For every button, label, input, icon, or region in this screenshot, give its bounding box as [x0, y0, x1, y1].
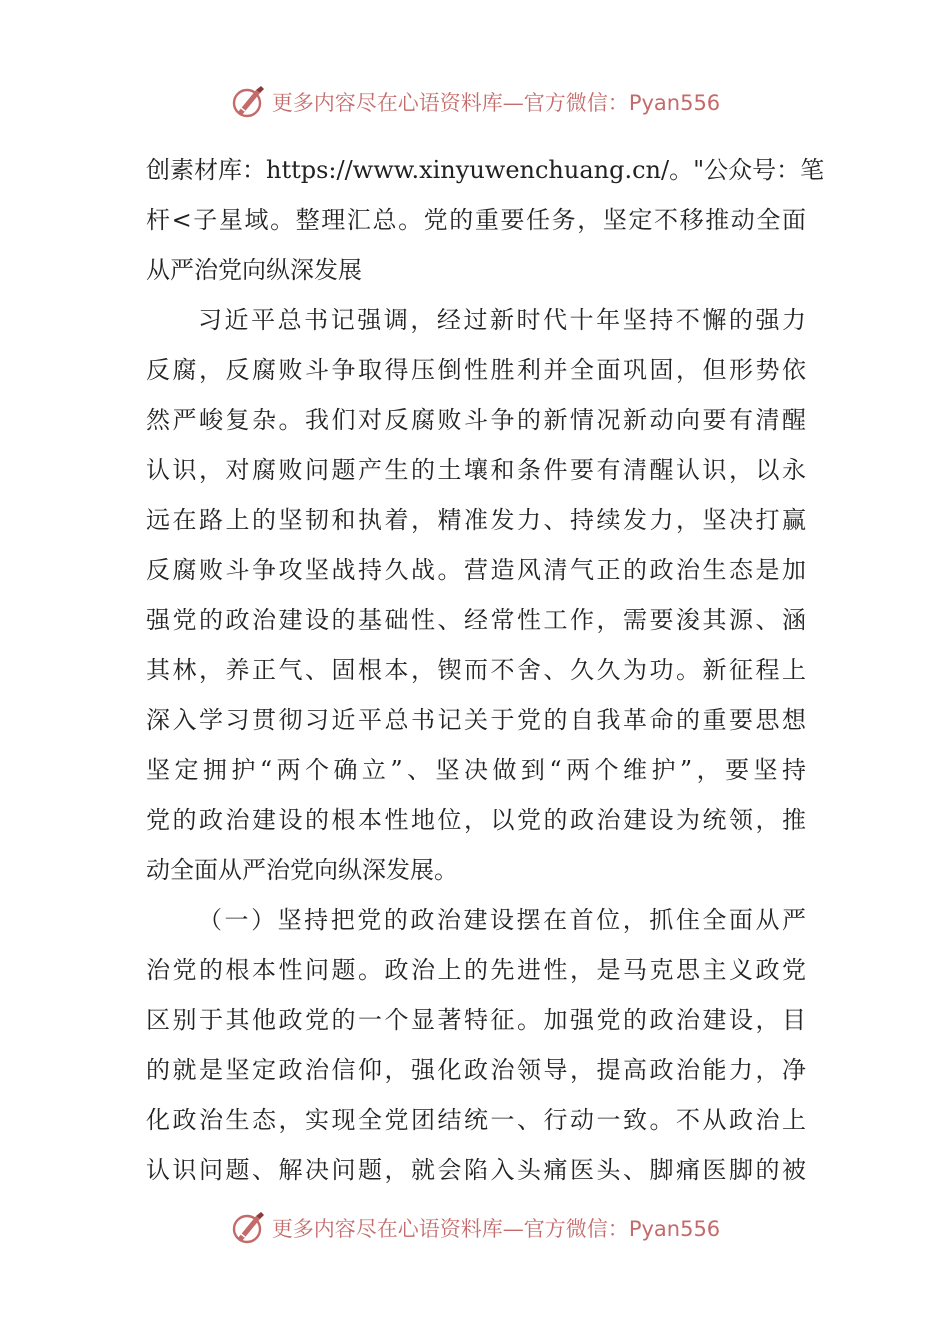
text-line-11: 其林，养正气、固根本，锲而不舍、久久为功。新征程上	[146, 656, 806, 684]
pen-seal-icon	[230, 1210, 266, 1246]
text-line-15: 动全面从严治党向纵深发展。	[146, 856, 458, 884]
text-line-1: 创素材库：https://www.xinyuwenchuang.cn/。"公众号：笔	[146, 156, 825, 184]
text-line-20: 化政治生态，实现全党团结统一、行动一致。不从政治上	[146, 1106, 806, 1134]
text-line-18: 区别于其他政党的一个显著特征。加强党的政治建设，目	[146, 1006, 806, 1034]
text-line-9: 反腐败斗争攻坚战持久战。营造风清气正的政治生态是加	[146, 556, 806, 584]
wechat-id: Pyan556	[628, 1217, 721, 1241]
wechat-id: Pyan556	[628, 91, 721, 115]
text-line-21: 认识问题、解决问题，就会陷入头痛医头、脚痛医脚的被	[146, 1156, 806, 1184]
text-line-19: 的就是坚定政治信仰，强化政治领导，提高政治能力，净	[146, 1056, 806, 1084]
document-body	[146, 145, 825, 1195]
text-line-17: 治党的根本性问题。政治上的先进性，是马克思主义政党	[146, 956, 806, 984]
text-line-14: 党的政治建设的根本性地位，以党的政治建设为统领，推	[146, 806, 806, 834]
text-line-2: 杆<子星域。整理汇总。党的重要任务，坚定不移推动全面	[146, 206, 806, 234]
banner-text: 更多内容尽在心语资料库—官方微信：Pyan556	[271, 1217, 721, 1241]
text-line-7: 认识，对腐败问题产生的土壤和条件要有清醒认识，以永	[146, 456, 806, 484]
text-line-3: 从严治党向纵深发展	[146, 256, 362, 284]
text-line-13: 坚定拥护“两个确立”、坚决做到“两个维护”，要坚持	[146, 756, 806, 784]
header-banner	[0, 80, 950, 124]
banner-text: 更多内容尽在心语资料库—官方微信：Pyan556	[271, 91, 721, 115]
text-line-16: （一）坚持把党的政治建设摆在首位，抓住全面从严	[198, 906, 806, 934]
text-line-5: 反腐，反腐败斗争取得压倒性胜利并全面巩固，但形势依	[146, 356, 806, 384]
text-line-8: 远在路上的坚韧和执着，精准发力、持续发力，坚决打赢	[146, 506, 806, 534]
text-line-4: 习近平总书记强调，经过新时代十年坚持不懈的强力	[198, 306, 806, 334]
pen-seal-icon	[230, 84, 266, 120]
footer-banner	[0, 1206, 950, 1250]
text-line-10: 强党的政治建设的基础性、经常性工作，需要浚其源、涵	[146, 606, 806, 634]
text-line-12: 深入学习贯彻习近平总书记关于党的自我革命的重要思想	[146, 706, 806, 734]
text-line-6: 然严峻复杂。我们对反腐败斗争的新情况新动向要有清醒	[146, 406, 806, 434]
